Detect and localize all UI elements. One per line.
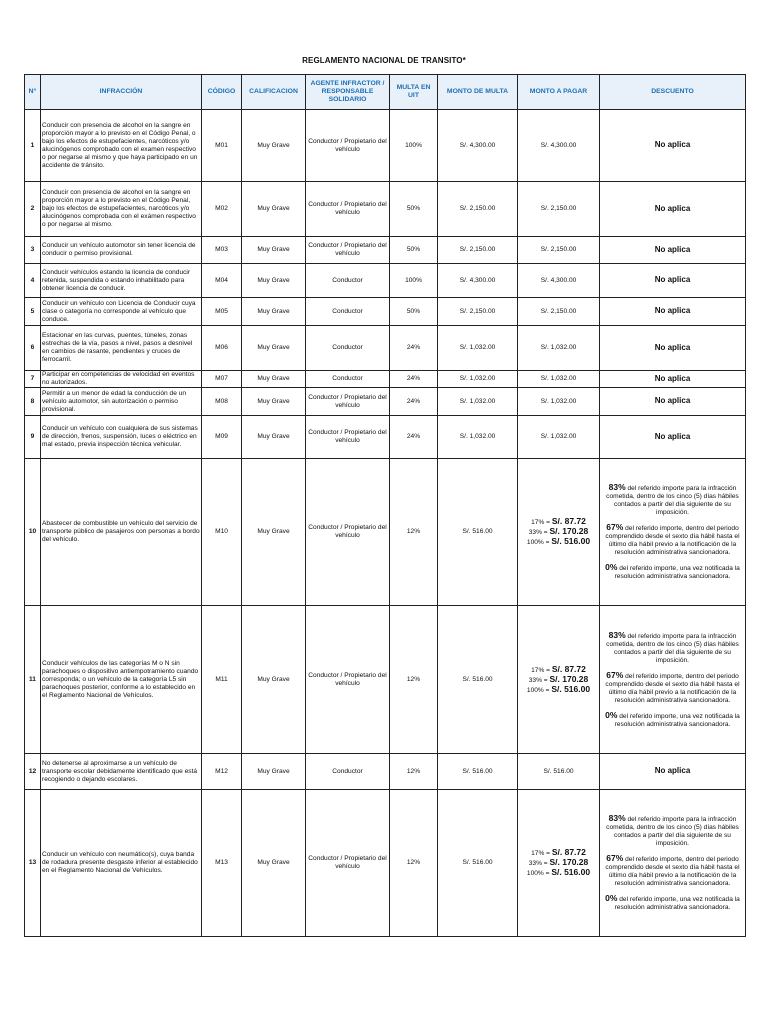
table-row: [25, 371, 746, 388]
monto-multa-cell: S/. 516.00: [438, 754, 518, 790]
table-row: [25, 237, 746, 264]
codigo-cell: M02: [202, 182, 242, 237]
descuento-cell: [600, 110, 746, 182]
payment-pct: 100% =: [526, 539, 550, 546]
discount-terms: [601, 812, 744, 914]
infraccion-cell: Conducir vehículos de las categorías M o N sin parachoques o dispositivo antiempotramiento cuando corresponda; o un vehículo de la categoría L5 sin parachoques posterior, conforme a lo establecido en el Reglamento Nacional de Vehículos.: [41, 606, 202, 754]
agente-cell: Conductor / Propietario del vehículo: [306, 416, 390, 459]
payment-pct: 100% =: [526, 686, 550, 694]
multa-uit-cell: 100%: [390, 264, 438, 298]
codigo-cell: M08: [202, 388, 242, 416]
discount-term: [603, 631, 742, 665]
payment-option: [519, 685, 598, 695]
monto-multa-cell: S/. 1,032.00: [438, 371, 518, 388]
descuento-cell: [600, 790, 746, 937]
multa-uit-cell: 50%: [390, 298, 438, 326]
calificacion-cell: Muy Grave: [242, 264, 306, 298]
discount-pct: 83%: [608, 813, 626, 823]
multa-uit-cell: 24%: [390, 326, 438, 371]
calificacion-cell: Muy Grave: [242, 754, 306, 790]
no-aplica-label: No aplica: [654, 766, 691, 775]
infractions-table: [24, 74, 746, 937]
discount-term: [603, 894, 742, 912]
table-row: [25, 790, 746, 937]
infraccion-cell: No detenerse al aproximarse a un vehículo de transporte escolar debidamente identificado que está recogiendo o dejando escolares.: [41, 754, 202, 790]
agente-cell: Conductor / Propietario del vehículo: [306, 459, 390, 606]
discount-text: del referido importe, una vez notificada la resolución administrativa sancionadora.: [614, 896, 740, 911]
discount-terms: [601, 481, 744, 583]
row-number: 7: [25, 371, 41, 388]
monto-pagar-cell: S/. 4,300.00: [518, 264, 600, 298]
descuento-cell: [600, 298, 746, 326]
infraccion-cell: Conducir con presencia de alcohol en la sangre en proporción mayor a lo previsto en el Código Penal, o bajo los efectos de estupefacientes, narcóticos y/o alucinógenos comprobado con el examen respectivo o por negarse al mismo y que haya participado en un accidente de tránsito.: [41, 110, 202, 182]
header-n: N°: [25, 75, 41, 110]
payment-pct: 33% =: [528, 860, 548, 867]
codigo-cell: M04: [202, 264, 242, 298]
monto-multa-cell: S/. 1,032.00: [438, 416, 518, 459]
descuento-cell: [600, 326, 746, 371]
monto-pagar-cell: S/. 1,032.00: [518, 388, 600, 416]
row-number: 4: [25, 264, 41, 298]
monto-pagar-cell: S/. 1,032.00: [518, 326, 600, 371]
discount-text: del referido importe para la infracción cometida, dentro de los cinco (5) días hábiles contados a partir del día siguiente de su imposición.: [606, 816, 739, 847]
row-number: 2: [25, 182, 41, 237]
row-number: 10: [25, 459, 41, 606]
discount-pct: 67%: [606, 669, 624, 680]
calificacion-cell: Muy Grave: [242, 371, 306, 388]
agente-cell: Conductor: [306, 326, 390, 371]
descuento-cell: [600, 754, 746, 790]
calificacion-cell: Muy Grave: [242, 326, 306, 371]
monto-pagar-cell: [518, 606, 600, 754]
discount-pct: 0%: [605, 562, 618, 572]
monto-multa-cell: S/. 2,150.00: [438, 237, 518, 264]
row-number: 1: [25, 110, 41, 182]
discount-term: [603, 854, 742, 888]
monto-pagar-cell: S/. 1,032.00: [518, 371, 600, 388]
no-aplica-label: No aplica: [654, 342, 691, 352]
multa-uit-cell: 24%: [390, 416, 438, 459]
multa-uit-cell: 50%: [390, 182, 438, 237]
agente-cell: Conductor / Propietario del vehículo: [306, 237, 390, 264]
codigo-cell: M11: [202, 606, 242, 754]
table-row: [25, 388, 746, 416]
no-aplica-label: No aplica: [654, 203, 691, 213]
agente-cell: Conductor / Propietario del vehículo: [306, 182, 390, 237]
table-row: [25, 182, 746, 237]
discount-text: del referido importe, dentro del periodo comprendido desde el sexto día hábil hasta el último día hábil previo a la notificación de la resolución administrativa sancionadora.: [605, 525, 740, 556]
codigo-cell: M13: [202, 790, 242, 937]
payment-pct: 17% =: [531, 850, 550, 857]
payment-amount: S/. 87.72: [551, 663, 586, 674]
codigo-cell: M05: [202, 298, 242, 326]
codigo-cell: M10: [202, 459, 242, 606]
discount-pct: 0%: [605, 893, 618, 903]
row-number: 8: [25, 388, 41, 416]
header-agente: AGENTE INFRACTOR / RESPONSABLE SOLIDARIO: [306, 75, 390, 110]
codigo-cell: M06: [202, 326, 242, 371]
row-number: 13: [25, 790, 41, 937]
multa-uit-cell: 100%: [390, 110, 438, 182]
monto-pagar-cell: S/. 2,150.00: [518, 298, 600, 326]
calificacion-cell: Muy Grave: [242, 459, 306, 606]
discount-term: [603, 483, 742, 517]
table-row: [25, 110, 746, 182]
header-calificacion: CALIFICACION: [242, 75, 306, 110]
agente-cell: Conductor: [306, 371, 390, 388]
infraccion-cell: Conducir vehículos estando la licencia de conducir retenida, suspendida o estando inhabilitado para obtener licencia de conducir.: [41, 264, 202, 298]
table-row: [25, 264, 746, 298]
payment-amount: S/. 170.28: [549, 526, 589, 536]
header-multa-uit: MULTA EN UIT: [390, 75, 438, 110]
payment-amount: S/. 170.28: [549, 673, 589, 684]
header-monto-pagar: MONTO A PAGAR: [518, 75, 600, 110]
discount-term: [603, 523, 742, 557]
calificacion-cell: Muy Grave: [242, 790, 306, 937]
discount-pct: 83%: [608, 629, 626, 640]
infraccion-cell: Conducir un vehículo con Licencia de Conducir cuya clase o categoría no corresponde al vehículo que conduce.: [41, 298, 202, 326]
discount-pct: 83%: [608, 482, 626, 492]
table-row: [25, 326, 746, 371]
monto-multa-cell: S/. 1,032.00: [438, 388, 518, 416]
multa-uit-cell: 24%: [390, 371, 438, 388]
codigo-cell: M12: [202, 754, 242, 790]
row-number: 9: [25, 416, 41, 459]
discount-pct: 67%: [606, 853, 624, 863]
monto-multa-cell: S/. 516.00: [438, 606, 518, 754]
codigo-cell: M03: [202, 237, 242, 264]
payment-amount: S/. 516.00: [551, 683, 591, 694]
payment-amount: S/. 516.00: [551, 536, 591, 546]
payment-pct: 33% =: [528, 676, 548, 684]
multa-uit-cell: 50%: [390, 237, 438, 264]
payment-pct: 100% =: [526, 870, 550, 877]
table-row: [25, 606, 746, 754]
discount-pct: 0%: [605, 709, 618, 720]
discount-term: [603, 563, 742, 581]
descuento-cell: [600, 371, 746, 388]
monto-multa-cell: S/. 1,032.00: [438, 326, 518, 371]
row-number: 12: [25, 754, 41, 790]
payment-pct: 33% =: [528, 529, 548, 536]
payment-option: [519, 537, 598, 547]
descuento-cell: [600, 388, 746, 416]
multa-uit-cell: 24%: [390, 388, 438, 416]
monto-multa-cell: S/. 4,300.00: [438, 110, 518, 182]
multa-uit-cell: 12%: [390, 459, 438, 606]
table-header-row: [25, 75, 746, 110]
calificacion-cell: Muy Grave: [242, 298, 306, 326]
agente-cell: Conductor: [306, 754, 390, 790]
table-row: [25, 459, 746, 606]
infraccion-cell: Conducir un vehículo con neumático(s), cuya banda de rodadura presente desgaste inferior al establecido en el Reglamento Nacional de Vehículos.: [41, 790, 202, 937]
monto-multa-cell: S/. 4,300.00: [438, 264, 518, 298]
calificacion-cell: Muy Grave: [242, 237, 306, 264]
row-number: 5: [25, 298, 41, 326]
infraccion-cell: Conducir con presencia de alcohol en la sangre en proporción mayor a lo previsto en el Código Penal, bajo los efectos de estupefacientes, narcóticos y/o alucinógenos comprobada con el exámen respectivo o por negarse al mismo.: [41, 182, 202, 237]
agente-cell: Conductor: [306, 264, 390, 298]
payment-amount: S/. 87.72: [551, 847, 586, 857]
page-title: REGLAMENTO NACIONAL DE TRANSITO*: [302, 56, 466, 65]
discount-terms: [601, 629, 744, 731]
discount-term: [603, 711, 742, 729]
header-codigo: CÓDIGO: [202, 75, 242, 110]
discount-text: del referido importe para la infracción cometida, dentro de los cinco (5) días hábiles contados a partir del día siguiente de su imposición.: [606, 485, 739, 516]
no-aplica-label: No aplica: [654, 140, 691, 149]
infraccion-cell: Estacionar en las curvas, puentes, túneles, zonas estrechas de la vía, pasos a nivel, pasos a desnivel en cambios de rasante, pendientes y cruces de ferrocarril.: [41, 326, 202, 371]
monto-pagar-cell: S/. 4,300.00: [518, 110, 600, 182]
table-row: [25, 298, 746, 326]
calificacion-cell: Muy Grave: [242, 110, 306, 182]
row-number: 3: [25, 237, 41, 264]
payment-amount: S/. 516.00: [551, 867, 591, 877]
table-row: [25, 416, 746, 459]
payment-pct: 17% =: [531, 519, 550, 526]
monto-multa-cell: S/. 516.00: [438, 459, 518, 606]
no-aplica-label: No aplica: [654, 306, 691, 315]
discount-text: del referido importe, dentro del periodo comprendido desde el sexto día hábil hasta el último día hábil previo a la notificación de la resolución administrativa sancionadora.: [605, 672, 740, 704]
agente-cell: Conductor / Propietario del vehículo: [306, 790, 390, 937]
payment-option: [519, 868, 598, 878]
row-number: 6: [25, 326, 41, 371]
agente-cell: Conductor: [306, 298, 390, 326]
agente-cell: Conductor / Propietario del vehículo: [306, 110, 390, 182]
multa-uit-cell: 12%: [390, 754, 438, 790]
payment-amount: S/. 87.72: [551, 516, 586, 526]
infraccion-cell: Conducir un vehículo con cualquiera de sus sistemas de dirección, frenos, suspensión, luces o eléctrico en mal estado, previa inspección técnica vehicular.: [41, 416, 202, 459]
codigo-cell: M01: [202, 110, 242, 182]
discount-term: [603, 814, 742, 848]
row-number: 11: [25, 606, 41, 754]
payment-amount: S/. 170.28: [549, 857, 589, 867]
discount-text: del referido importe para la infracción cometida, dentro de los cinco (5) días hábiles contados a partir del día siguiente de su imposición.: [606, 632, 739, 664]
calificacion-cell: Muy Grave: [242, 606, 306, 754]
no-aplica-label: No aplica: [654, 244, 691, 254]
descuento-cell: [600, 237, 746, 264]
descuento-cell: [600, 416, 746, 459]
no-aplica-label: No aplica: [654, 373, 691, 383]
discount-text: del referido importe, una vez notificada la resolución administrativa sancionadora.: [614, 712, 740, 728]
monto-pagar-cell: [518, 459, 600, 606]
discount-pct: 67%: [606, 522, 624, 532]
no-aplica-label: No aplica: [654, 431, 691, 441]
calificacion-cell: Muy Grave: [242, 416, 306, 459]
descuento-cell: [600, 264, 746, 298]
agente-cell: Conductor / Propietario del vehículo: [306, 606, 390, 754]
monto-pagar-cell: S/. 1,032.00: [518, 416, 600, 459]
multa-uit-cell: 12%: [390, 790, 438, 937]
discount-text: del referido importe, una vez notificada la resolución administrativa sancionadora.: [614, 565, 740, 580]
monto-pagar-cell: [518, 790, 600, 937]
no-aplica-label: No aplica: [654, 396, 691, 405]
codigo-cell: M09: [202, 416, 242, 459]
payment-pct: 17% =: [531, 666, 550, 674]
header-infraccion: INFRACCIÓN: [41, 75, 202, 110]
infraccion-cell: Abastecer de combustible un vehículo del servicio de transporte público de pasajeros con personas a bordo del vehículo.: [41, 459, 202, 606]
calificacion-cell: Muy Grave: [242, 388, 306, 416]
infraccion-cell: Participar en competencias de velocidad en eventos no autorizados.: [41, 371, 202, 388]
agente-cell: Conductor / Propietario del vehículo: [306, 388, 390, 416]
descuento-cell: [600, 606, 746, 754]
infraccion-cell: Conducir un vehículo automotor sin tener licencia de conducir o permiso provisional.: [41, 237, 202, 264]
infraccion-cell: Permitir a un menor de edad la conducción de un vehículo automotor, sin autorización o permiso provisional.: [41, 388, 202, 416]
descuento-cell: [600, 182, 746, 237]
monto-pagar-cell: S/. 2,150.00: [518, 182, 600, 237]
monto-multa-cell: S/. 2,150.00: [438, 182, 518, 237]
monto-pagar-cell: S/. 2,150.00: [518, 237, 600, 264]
header-descuento: DESCUENTO: [600, 75, 746, 110]
monto-multa-cell: S/. 516.00: [438, 790, 518, 937]
header-monto-multa: MONTO DE MULTA: [438, 75, 518, 110]
multa-uit-cell: 12%: [390, 606, 438, 754]
discount-term: [603, 671, 742, 705]
table-row: [25, 754, 746, 790]
discount-text: del referido importe, dentro del periodo comprendido desde el sexto día hábil hasta el último día hábil previo a la notificación de la resolución administrativa sancionadora.: [605, 856, 740, 887]
codigo-cell: M07: [202, 371, 242, 388]
descuento-cell: [600, 459, 746, 606]
monto-multa-cell: S/. 2,150.00: [438, 298, 518, 326]
calificacion-cell: Muy Grave: [242, 182, 306, 237]
monto-pagar-cell: S/. 516.00: [518, 754, 600, 790]
no-aplica-label: No aplica: [654, 275, 691, 284]
